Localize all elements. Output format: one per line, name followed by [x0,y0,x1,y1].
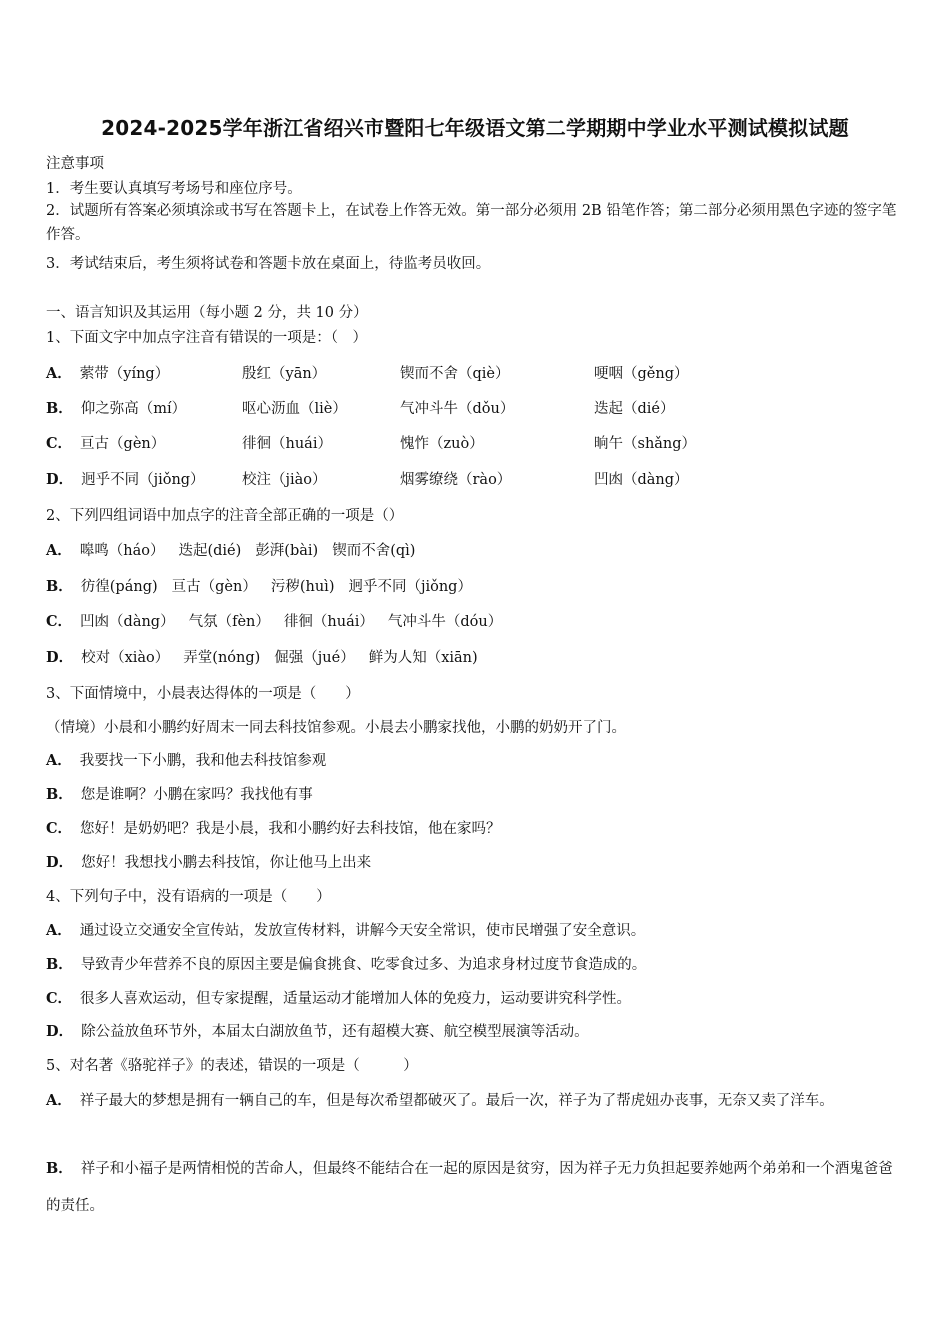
q4-option [46,919,645,940]
option-cell: 迭起(dié) [178,543,242,559]
q3-option [46,851,371,872]
q2-option-d [46,646,492,667]
option-text: 除公益放鱼环节外，本届太白湖放鱼节，还有超模大赛、航空模型展演等活动。 [81,1024,589,1040]
option-cell: 迭起（dié） [594,401,675,417]
q2-option-c [46,610,516,631]
q4-option [46,1020,589,1041]
option-text: 导致青少年营养不良的原因主要是偏食挑食、吃零食过多、为追求身材过度节食造成的。 [80,957,647,973]
option-cell: 殷红（yān） [242,366,327,382]
option-letter: B． [46,1160,73,1177]
question-3-stem: 3、下面情境中，小晨表达得体的一项是（ ） [46,686,360,702]
question-1-stem: 1、下面文字中加点字注音有错误的一项是：（ ） [46,330,367,346]
option-text: 您好！是奶奶吧？我是小晨，我和小鹏约好去科技馆，他在家吗？ [80,821,501,837]
option-letter: B． [46,956,73,973]
option-letter: C． [46,990,73,1007]
option-text: 您好！我想找小鹏去科技馆，你让他马上出来 [81,855,372,871]
option-cell: 烟雾缭绕（rào） [400,472,512,488]
option-letter: B． [46,400,73,417]
option-cell: 倔强（jué） [274,650,355,666]
option-text: 您是谁啊？小鹏在家吗？我找他有事 [80,787,313,803]
q2-option-b [46,575,486,596]
option-text: 祥子和小福子是两情相悦的苦命人，但最终不能结合在一起的原因是贫穷，因为祥子无力负担起要养她两个弟弟和一个酒鬼爸爸的责任。 [46,1161,893,1214]
option-cell: 鲜为人知（xiān) [368,650,478,666]
notice-item: 2．试题所有答案必须填涂或书写在答题卡上，在试卷上作答无效。第一部分必须用 2B 铅笔作答；第二部分必须用黑色字迹的签字笔作答。 [46,203,897,243]
option-cell: 晌午（shǎng） [594,436,697,452]
option-letter: D． [46,649,74,666]
page-title: 2024-2025学年浙江省绍兴市暨阳七年级语文第二学期期中学业水平测试模拟试题 [101,116,849,140]
question-2-stem: 2、下列四组词语中加点字的注音全部正确的一项是（） [46,508,404,524]
option-cell: 哽咽（gěng） [594,366,689,382]
q5-option [46,1082,906,1120]
option-cell: 愧怍（zuò） [400,436,484,452]
option-cell: 校对（xiào） [81,650,170,666]
option-cell: 彭湃(bài) [255,543,319,559]
q3-option [46,817,501,838]
q4-option [46,953,646,974]
option-cell: 气冲斗牛（dóu） [387,614,503,630]
option-letter: B． [46,578,73,595]
option-cell: 锲而不舍(qì) [332,543,416,559]
option-cell: 迥乎不同（jiǒng） [81,472,205,488]
option-cell: 校注（jiào） [242,472,327,488]
option-text: 通过设立交通安全宣传站，发放宣传材料，讲解今天安全常识，使市民增强了安全意识。 [79,923,646,939]
option-cell: 嗥鸣（háo） [79,543,165,559]
option-letter: D． [46,854,74,871]
q5-option [46,1150,906,1225]
option-letter: C． [46,613,73,630]
question-5-stem: 5、对名著《骆驼祥子》的表述，错误的一项是（ ） [46,1058,418,1074]
option-letter: A． [46,365,72,382]
option-letter: B． [46,786,73,803]
option-letter: A． [46,752,72,769]
q4-option [46,987,631,1008]
q3-option [46,749,326,770]
option-cell: 气冲斗牛（dǒu） [400,401,515,417]
option-cell: 凹凼（dàng） [594,472,689,488]
option-cell: 迥乎不同（jiǒng） [348,579,472,595]
option-cell: 凹凼（dàng） [80,614,175,630]
option-cell: 弄堂(nóng) [183,650,261,666]
option-letter: A． [46,542,72,559]
option-cell: 气氛（fèn） [188,614,270,630]
option-text: 很多人喜欢运动，但专家提醒，适量运动才能增加人体的免疫力，运动要讲究科学性。 [80,991,632,1007]
q3-option [46,783,313,804]
notice-heading: 注意事项 [46,156,104,172]
section-heading: 一、语言知识及其运用（每小题 2 分，共 10 分） [46,305,368,321]
question-4-stem: 4、下列句子中，没有语病的一项是（ ） [46,889,331,905]
option-cell: 亘古（gèn） [171,579,257,595]
notice-item: 1．考生要认真填写考场号和座位序号。 [46,181,302,197]
option-text: 我要找一下小鹏，我和他去科技馆参观 [79,753,327,769]
option-cell: 锲而不舍（qiè） [400,366,510,382]
q2-option-a [46,539,429,560]
option-letter: D． [46,1023,74,1040]
option-cell: 徘徊（huái） [242,436,332,452]
option-cell: 污秽(huì) [270,579,335,595]
question-3-context: （情境）小晨和小鹏约好周末一同去科技馆参观。小晨去小鹏家找他，小鹏的奶奶开了门。 [46,720,626,736]
option-letter: C． [46,435,73,452]
option-letter: C． [46,820,73,837]
option-cell: 萦带（yíng） [79,366,170,382]
option-cell: 呕心沥血（liè） [242,401,347,417]
option-text: 祥子最大的梦想是拥有一辆自己的车，但是每次希望都破灭了。最后一次，祥子为了帮虎妞办丧事，无奈又卖了洋车。 [79,1093,834,1109]
notice-item: 3．考试结束后，考生须将试卷和答题卡放在桌面上，待监考员收回。 [46,256,491,272]
option-cell: 亘古（gèn） [80,436,166,452]
option-cell: 仰之弥高（mí） [80,401,187,417]
option-cell: 彷徨(páng) [80,579,158,595]
option-letter: A． [46,1092,72,1109]
option-letter: D． [46,471,74,488]
option-cell: 徘徊（huái） [283,614,374,630]
option-letter: A． [46,922,72,939]
